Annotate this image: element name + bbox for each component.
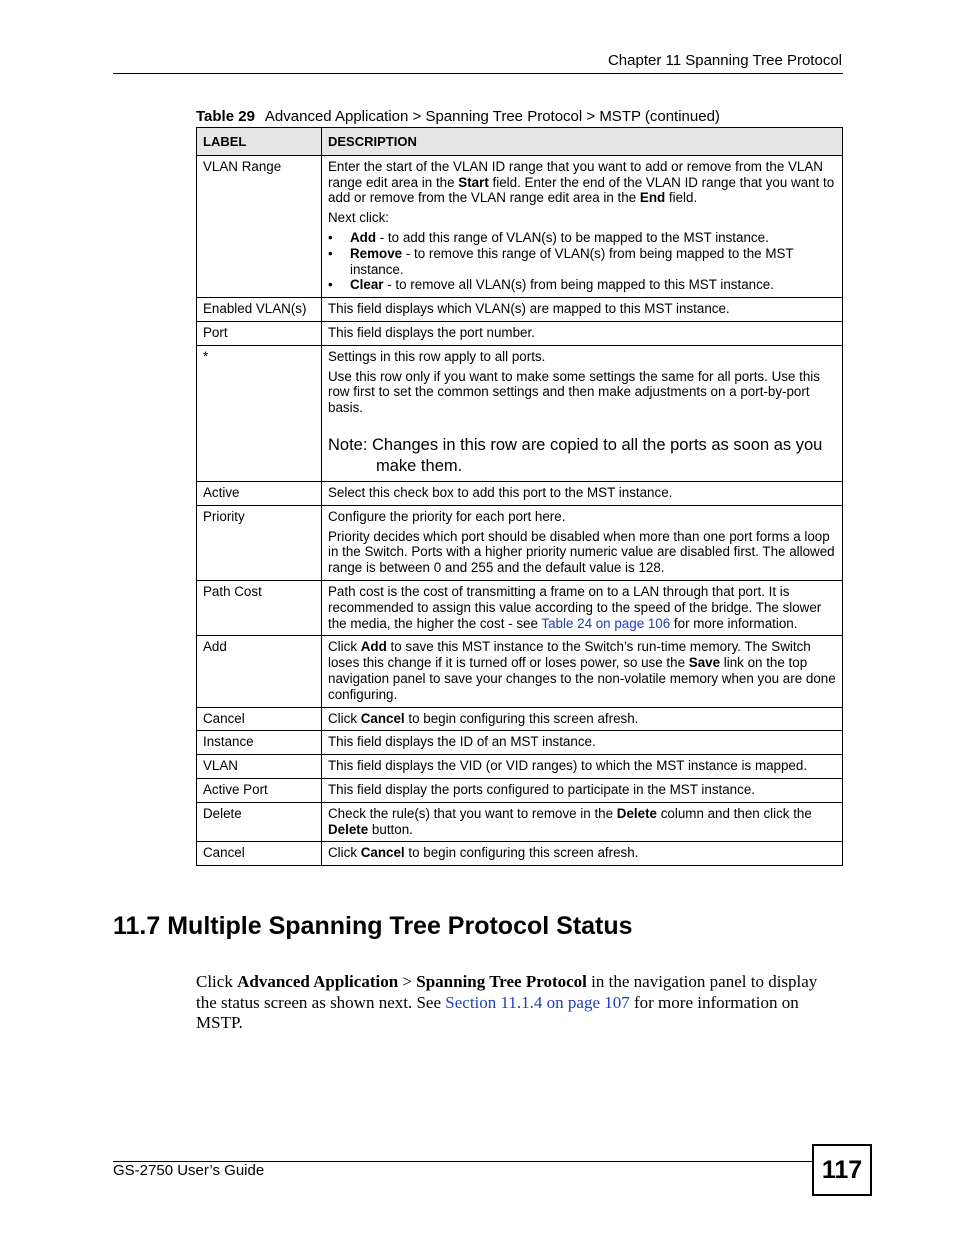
description-text: Next click:	[328, 210, 390, 226]
footer-guide-title: GS-2750 User’s Guide	[113, 1162, 265, 1179]
bold-term: Save	[688, 655, 721, 671]
table-row	[197, 707, 843, 731]
bullet-list	[328, 230, 837, 293]
text-run: Enter the start of the VLAN ID range that you want to add or remove from the VLAN range edit area in the	[328, 158, 823, 190]
section-paragraph	[196, 972, 836, 1034]
text-run: - to remove this range of VLAN(s) from being mapped to the MST instance.	[350, 245, 794, 277]
row-description	[322, 155, 843, 297]
bold-term: Advanced Application	[237, 972, 399, 991]
table-row	[197, 778, 843, 802]
description-text: Use this row only if you want to make some settings the same for all ports. Use this row first to set the common settings and then make adjustments on a port-by-port basis.	[328, 368, 820, 416]
bold-term: Cancel	[360, 845, 405, 861]
text-run: - to add this range of VLAN(s) to be mapped to the MST instance.	[376, 229, 769, 245]
row-label: Cancel	[197, 842, 322, 866]
row-label: Active	[197, 481, 322, 505]
text-run: Click	[328, 639, 361, 655]
col-header-label: LABEL	[197, 128, 322, 156]
table-24-link[interactable]: Table 24 on page 106	[541, 615, 671, 631]
description-text: Settings in this row apply to all ports.	[328, 348, 546, 364]
bold-term: Start	[458, 174, 489, 190]
text-run: column and then click the	[657, 805, 812, 821]
bold-term: End	[639, 190, 666, 206]
text-run: Check the rule(s) that you want to remove in the	[328, 805, 617, 821]
section-heading: 11.7 Multiple Spanning Tree Protocol Status	[113, 912, 633, 940]
page-number: 117	[812, 1144, 872, 1196]
table-number: Table 29	[196, 108, 255, 125]
row-label: Instance	[197, 731, 322, 755]
table-caption	[196, 108, 720, 125]
table-row	[197, 345, 843, 481]
row-description	[322, 636, 843, 707]
row-label: Port	[197, 321, 322, 345]
mstp-field-table	[196, 127, 843, 866]
table-row	[197, 155, 843, 297]
list-item	[328, 277, 837, 293]
text-run: Path cost is the cost of transmitting a frame on to a LAN through that port. It is recommended to assign this value according to the speed of the bridge. The slower the media, the higher the cost - see	[328, 583, 822, 631]
row-label: Cancel	[197, 707, 322, 731]
row-label: *	[197, 345, 322, 481]
bold-term: Spanning Tree Protocol	[416, 972, 587, 991]
bold-term: Add	[350, 229, 377, 245]
table-header-row	[197, 128, 843, 156]
row-label: Enabled VLAN(s)	[197, 298, 322, 322]
bold-term: Delete	[328, 821, 369, 837]
text-run: for more information on MSTP.	[196, 992, 799, 1032]
row-label: VLAN	[197, 755, 322, 779]
description-text: Priority decides which port should be disabled when more than one port forms a loop in the Switch. Ports with a higher priority numeric value are disabled first. The allowed range is between 0 and 255 and the default value is 128.	[328, 528, 835, 576]
row-description: This field displays the VID (or VID ranges) to which the MST instance is mapped.	[322, 755, 843, 779]
bullet-icon: •	[328, 229, 333, 245]
description-text: Configure the priority for each port here.	[328, 508, 566, 524]
row-label: Path Cost	[197, 580, 322, 635]
text-run: for more information.	[670, 615, 798, 631]
row-label: Add	[197, 636, 322, 707]
text-run: field. Enter the end of the VLAN ID range that you want to add or remove from the VLAN range edit area in the	[328, 174, 835, 206]
row-description	[322, 580, 843, 635]
table-row	[197, 321, 843, 345]
text-run: Click	[328, 845, 361, 861]
text-run: Click	[328, 710, 361, 726]
section-11-1-4-link[interactable]: Section 11.1.4 on page 107	[445, 992, 630, 1012]
text-run: button.	[368, 821, 413, 837]
row-description	[322, 802, 843, 842]
row-description: This field displays the ID of an MST instance.	[322, 731, 843, 755]
row-label: Active Port	[197, 778, 322, 802]
text-run: to begin configuring this screen afresh.	[404, 845, 639, 861]
text-run: >	[398, 972, 417, 991]
description-text	[328, 159, 837, 206]
header-rule	[113, 73, 843, 74]
list-item	[328, 246, 837, 278]
table-row	[197, 580, 843, 635]
bold-term: Add	[360, 639, 387, 655]
text-run: to begin configuring this screen afresh.	[404, 710, 639, 726]
row-label: VLAN Range	[197, 155, 322, 297]
table-row	[197, 481, 843, 505]
text-run: link on the top navigation panel to save your changes to the non-volatile memory when you are done configuring.	[328, 655, 836, 702]
row-description: Select this check box to add this port to the MST instance.	[322, 481, 843, 505]
row-description	[322, 345, 843, 481]
description-text	[328, 584, 837, 631]
table-row	[197, 802, 843, 842]
bold-term: Remove	[350, 245, 403, 261]
row-description: This field display the ports configured to participate in the MST instance.	[322, 778, 843, 802]
text-run: Click	[196, 972, 238, 991]
row-description	[322, 842, 843, 866]
note-text: Note: Changes in this row are copied to all the ports as soon as you make them.	[328, 435, 823, 475]
row-description: This field displays the port number.	[322, 321, 843, 345]
row-description	[322, 505, 843, 580]
table-title: Advanced Application > Spanning Tree Protocol > MSTP (continued)	[264, 108, 720, 125]
table-row	[197, 755, 843, 779]
bold-term: Delete	[616, 805, 657, 821]
row-description: This field displays which VLAN(s) are mapped to this MST instance.	[322, 298, 843, 322]
chapter-header: Chapter 11 Spanning Tree Protocol	[607, 52, 842, 69]
table-row	[197, 298, 843, 322]
text-run: in the navigation panel to display the status screen as shown next. See	[196, 972, 818, 1012]
bullet-icon: •	[328, 245, 333, 261]
table-row	[197, 505, 843, 580]
text-run: to save this MST instance to the Switch’s run-time memory. The Switch loses this change if it is turned off or loses power, so use the	[328, 639, 811, 671]
text-run: - to remove all VLAN(s) from being mapped to this MST instance.	[383, 277, 774, 293]
bullet-icon: •	[328, 277, 333, 293]
list-item	[328, 230, 837, 246]
row-label: Priority	[197, 505, 322, 580]
row-description	[322, 707, 843, 731]
bold-term: Clear	[350, 277, 384, 293]
table-row	[197, 731, 843, 755]
description-text	[328, 639, 837, 702]
table-row	[197, 636, 843, 707]
text-run: field.	[665, 190, 698, 206]
col-header-description: DESCRIPTION	[322, 128, 843, 156]
bold-term: Cancel	[360, 710, 405, 726]
row-label: Delete	[197, 802, 322, 842]
table-row	[197, 842, 843, 866]
